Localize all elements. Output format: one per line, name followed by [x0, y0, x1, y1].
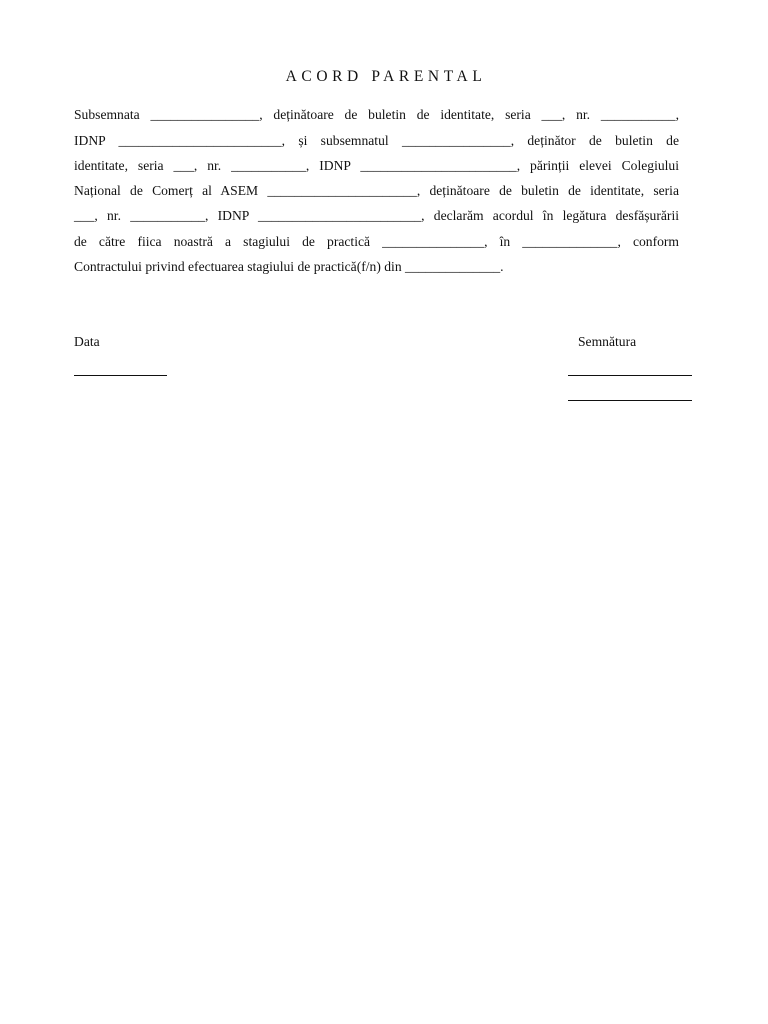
- date-blank-line: [74, 375, 167, 376]
- date-label: Data: [74, 334, 100, 349]
- paragraph-line-1: Subsemnata ________________, deținătoare de buletin de identitate, seria ___, nr. ___________,: [74, 107, 679, 122]
- paragraph-line-7: Contractului privind efectuarea stagiului de practică(f/n) din ______________.: [74, 259, 504, 274]
- document-title: ACORD PARENTAL: [285, 68, 487, 85]
- paragraph-line-4: Național de Comerț al ASEM ______________________, deținătoare de buletin de identitate, seria: [74, 183, 679, 198]
- signature-blank-line-1: [568, 375, 692, 376]
- paragraph-line-3: identitate, seria ___, nr. ___________, IDNP _______________________, părinții elevei Colegiului: [74, 158, 679, 173]
- signature-blank-line-2: [568, 400, 692, 401]
- signature-label: Semnătura: [578, 334, 637, 349]
- paragraph-line-5: ___, nr. ___________, IDNP ________________________, declarăm acordul în legătura desfășurării: [74, 208, 679, 223]
- paragraph-line-6: de către fiica noastră a stagiului de practică _______________, în ______________, conform: [74, 234, 679, 249]
- paragraph-line-2: IDNP ________________________, și subsemnatul ________________, deținător de buletin de: [74, 133, 679, 148]
